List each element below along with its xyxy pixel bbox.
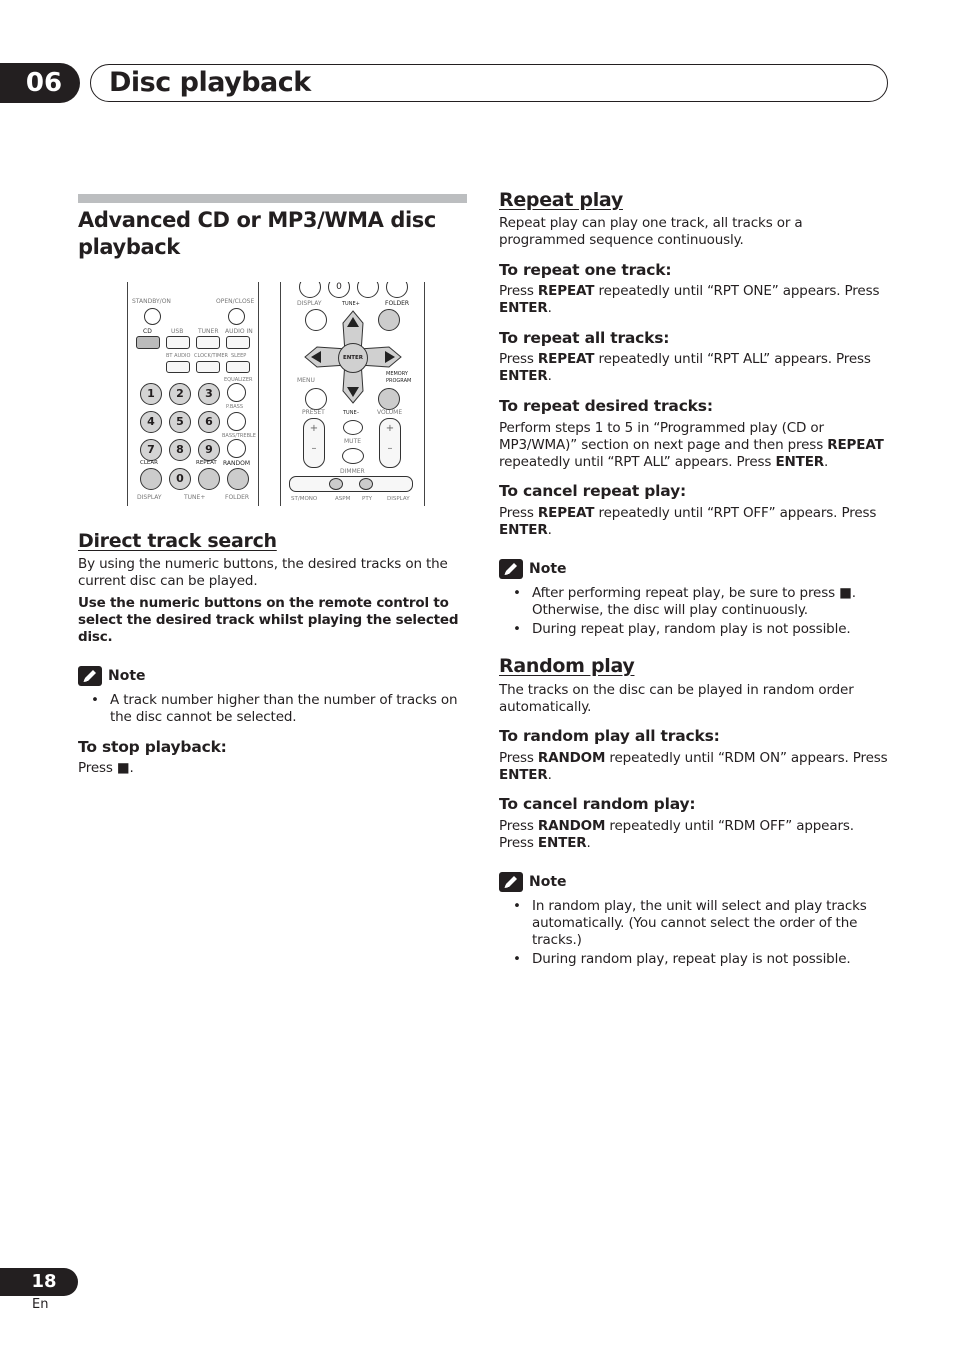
num-6-icon: 6 bbox=[198, 411, 220, 433]
memory-button-icon bbox=[378, 388, 400, 410]
cancel-repeat-text: Press REPEAT repeatedly until “RPT OFF” appears. Press ENTER. bbox=[499, 505, 877, 538]
num-2-icon: 2 bbox=[169, 383, 191, 405]
remote-label: STANDBY/ON bbox=[132, 298, 171, 305]
note-pencil-icon bbox=[499, 872, 523, 892]
num-3-icon: 3 bbox=[198, 383, 220, 405]
remote-label: TUNE– bbox=[343, 410, 360, 416]
note-pencil-icon bbox=[78, 666, 102, 686]
mute-button-icon bbox=[343, 420, 363, 435]
tuner-button-icon bbox=[196, 336, 220, 349]
remote-label: BT AUDIO bbox=[166, 353, 191, 359]
num-5-icon: 5 bbox=[169, 411, 191, 433]
cd-button-icon bbox=[136, 336, 160, 349]
chapter-number-badge: 06 bbox=[0, 63, 80, 103]
remote-label: MEMORY bbox=[386, 371, 408, 377]
remote-label: MUTE bbox=[344, 438, 362, 445]
remote-label: TUNER bbox=[198, 328, 219, 335]
top-button-icon bbox=[299, 282, 321, 298]
repeat-desired-heading: To repeat desired tracks: bbox=[499, 397, 713, 415]
note-item: • A track number higher than the number of tracks on the disc cannot be selected. bbox=[91, 692, 458, 725]
chapter-title-box bbox=[90, 64, 888, 102]
remote-label: DISPLAY bbox=[137, 494, 162, 501]
repeat-one-text: Press REPEAT repeatedly until “RPT ONE” appears. Press ENTER. bbox=[499, 283, 880, 316]
direct-track-search-heading: Direct track search bbox=[78, 530, 277, 552]
remote-illustration-left bbox=[127, 282, 259, 506]
random-all-text: Press RANDOM repeatedly until “RDM ON” appears. Press ENTER. bbox=[499, 750, 888, 783]
direct-track-search-intro: By using the numeric buttons, the desired tracks on the current disc can be played. bbox=[78, 556, 448, 589]
note-item: • In random play, the unit will select and play tracks automatically. (You cannot select the order of the tracks.) bbox=[513, 898, 867, 948]
repeat-play-heading: Repeat play bbox=[499, 189, 623, 211]
remote-label: ASPM bbox=[335, 496, 351, 502]
remote-label: PTY bbox=[362, 496, 373, 502]
remote-label: AUDIO IN bbox=[225, 328, 253, 335]
remote-label: FOLDER bbox=[385, 300, 410, 307]
stop-playback-text: Press ■. bbox=[78, 760, 134, 776]
menu-button-icon bbox=[305, 388, 327, 410]
remote-label: CLEAR bbox=[140, 460, 158, 466]
remote-label: ST/MONO bbox=[291, 496, 318, 502]
random-play-intro: The tracks on the disc can be played in random order automatically. bbox=[499, 682, 854, 715]
remote-label: VOLUME bbox=[377, 409, 403, 416]
random-button-icon bbox=[227, 468, 249, 490]
repeat-one-heading: To repeat one track: bbox=[499, 261, 672, 279]
stop-playback-heading: To stop playback: bbox=[78, 738, 227, 756]
top-button-icon bbox=[386, 282, 408, 298]
cancel-random-heading: To cancel random play: bbox=[499, 795, 696, 813]
bt-audio-button-icon bbox=[166, 361, 190, 373]
note-item: • During repeat play, random play is not possible. bbox=[513, 621, 851, 637]
play-pause-button-icon bbox=[359, 478, 373, 490]
remote-label: PRESET bbox=[302, 409, 325, 416]
note-label: Note bbox=[529, 561, 567, 577]
num-9-icon: 9 bbox=[198, 439, 220, 461]
dimmer-button-icon bbox=[342, 448, 364, 464]
note-item: • During random play, repeat play is not possible. bbox=[513, 951, 851, 967]
remote-label: PROGRAM bbox=[386, 378, 412, 384]
note-label: Note bbox=[529, 874, 567, 890]
direct-track-search-instruction: Use the numeric buttons on the remote control to select the desired track whilst playing the selected disc. bbox=[78, 595, 459, 645]
sleep-button-icon bbox=[226, 361, 250, 373]
page-number-badge: 18 bbox=[0, 1268, 78, 1296]
eject-icon bbox=[228, 308, 245, 325]
random-all-heading: To random play all tracks: bbox=[499, 727, 720, 745]
transport-bar-icon bbox=[289, 476, 413, 492]
remote-label: CD bbox=[143, 328, 152, 335]
remote-label: RANDOM bbox=[223, 460, 251, 467]
section-title: Advanced CD or MP3/WMA disc playback bbox=[78, 208, 436, 259]
remote-label: OPEN/CLOSE bbox=[216, 298, 255, 305]
remote-label: FOLDER bbox=[225, 494, 250, 501]
clock-timer-button-icon bbox=[196, 361, 220, 373]
remote-label: MENU bbox=[297, 377, 315, 384]
note-label: Note bbox=[108, 668, 146, 684]
remote-label: DIMMER bbox=[340, 468, 365, 475]
repeat-all-heading: To repeat all tracks: bbox=[499, 329, 670, 347]
language-label: En bbox=[32, 1297, 49, 1312]
preset-rocker-icon: + – bbox=[303, 418, 325, 468]
volume-rocker-icon: + – bbox=[379, 418, 401, 468]
stop-button-icon bbox=[329, 478, 343, 490]
pbass-button-icon bbox=[227, 412, 246, 431]
remote-label: EQUALIZER bbox=[224, 377, 253, 383]
power-icon bbox=[144, 308, 161, 325]
num-7-icon: 7 bbox=[140, 439, 162, 461]
audio-in-button-icon bbox=[226, 336, 250, 349]
cancel-repeat-heading: To cancel repeat play: bbox=[499, 482, 686, 500]
repeat-button-icon bbox=[198, 468, 220, 490]
remote-label: USB bbox=[171, 328, 184, 335]
remote-illustration-right bbox=[280, 282, 425, 506]
equalizer-button-icon bbox=[227, 383, 246, 402]
remote-label: REPEAT bbox=[196, 460, 217, 466]
remote-label: BASS/TREBLE bbox=[222, 433, 256, 439]
remote-label: CLOCK/TIMER bbox=[194, 353, 228, 359]
remote-label: TUNE+ bbox=[342, 301, 360, 307]
note-item: • After performing repeat play, be sure to press ■. Otherwise, the disc will play continuously. bbox=[513, 585, 856, 618]
num-4-icon: 4 bbox=[140, 411, 162, 433]
cancel-random-text: Press RANDOM repeatedly until “RDM OFF” appears. Press ENTER. bbox=[499, 818, 854, 851]
num-1-icon: 1 bbox=[140, 383, 162, 405]
zero-button-icon: 0 bbox=[328, 282, 350, 298]
num-8-icon: 8 bbox=[169, 439, 191, 461]
enter-button-icon: ENTER bbox=[338, 343, 368, 373]
bass-treble-button-icon bbox=[227, 439, 246, 458]
remote-label: P.BASS bbox=[226, 404, 244, 410]
remote-label: SLEEP bbox=[231, 353, 247, 359]
note-pencil-icon bbox=[499, 559, 523, 579]
repeat-play-intro: Repeat play can play one track, all tracks or a programmed sequence continuously. bbox=[499, 215, 803, 248]
top-button-icon bbox=[357, 282, 379, 298]
chapter-title: Disc playback bbox=[109, 67, 311, 98]
remote-label: DISPLAY bbox=[297, 300, 322, 307]
section-divider-bar bbox=[78, 194, 467, 203]
remote-label: DISPLAY bbox=[387, 496, 410, 502]
clear-button-icon bbox=[140, 468, 162, 490]
repeat-all-text: Press REPEAT repeatedly until “RPT ALL” appears. Press ENTER. bbox=[499, 351, 871, 384]
repeat-desired-text: Perform steps 1 to 5 in “Programmed play (CD or MP3/WMA)” section on next page and then press REPEAT repeatedly until “RPT ALL” appears. Press ENTER. bbox=[499, 420, 884, 470]
remote-label: TUNE+ bbox=[184, 494, 206, 501]
usb-button-icon bbox=[166, 336, 190, 349]
random-play-heading: Random play bbox=[499, 655, 635, 677]
num-0-icon: 0 bbox=[169, 468, 191, 490]
